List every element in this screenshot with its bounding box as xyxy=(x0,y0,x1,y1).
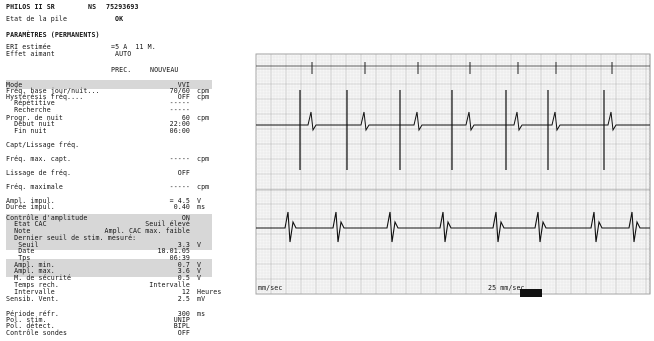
ecg-speed-right: 25 mm/sec xyxy=(488,284,525,292)
param-value: 3.6 xyxy=(177,267,190,275)
param-value: 06:39 xyxy=(169,254,190,262)
param-label: Seuil xyxy=(6,241,39,249)
param-value: 60 xyxy=(181,114,190,122)
param-label: Fréq. maximale xyxy=(6,183,63,191)
param-label: Contrôle sondes xyxy=(6,329,68,337)
param-label: Ampl. impul. xyxy=(6,197,55,205)
param-label: Sensib. Vent. xyxy=(6,295,59,303)
param-label: Fin nuit xyxy=(6,127,47,135)
param-label: Ampl. min. xyxy=(6,261,55,269)
param-label: Durée impul. xyxy=(6,203,55,211)
device-name: PHILOS II SR xyxy=(6,3,55,11)
battery-label: Etat de la pile xyxy=(6,15,68,23)
param-value: 18.01.05 xyxy=(157,247,190,255)
param-label: Pol. détect. xyxy=(6,322,55,330)
param-value: 3.3 xyxy=(177,241,190,249)
param-label: Hystérésis fréq.... xyxy=(6,93,84,101)
param-value: 06:00 xyxy=(169,127,190,135)
param-label: Progr. de nuit xyxy=(6,114,63,122)
ns-label: NS xyxy=(88,3,97,11)
param-unit: mV xyxy=(197,295,206,303)
param-value: 12 xyxy=(181,288,190,296)
param-value: UNIP xyxy=(173,316,190,324)
param-value: ----- xyxy=(169,183,190,191)
param-value: ----- xyxy=(169,155,190,163)
param-value: 0.5 xyxy=(177,274,190,282)
ecg-speed-left: mm/sec xyxy=(258,284,283,292)
param-unit: Heures xyxy=(197,288,222,296)
param-value: 22:00 xyxy=(169,120,190,128)
param-label: Tps xyxy=(6,254,31,262)
param-label: Répétitive xyxy=(6,99,55,107)
param-value: Seuil élevé xyxy=(145,220,190,228)
section-title: PARAMÈTRES (PERMANENTS) xyxy=(6,31,100,39)
param-label: Pol. stim. xyxy=(6,316,47,324)
param-unit: cpm xyxy=(197,114,210,122)
param-label: Contrôle d'amplitude xyxy=(6,214,88,222)
battery-value: OK xyxy=(115,15,124,23)
param-label: Note xyxy=(6,227,31,235)
param-unit: V xyxy=(197,274,202,282)
param-value: 0.40 xyxy=(173,203,190,211)
param-value: OFF xyxy=(177,329,190,337)
param-value: ----- xyxy=(169,106,190,114)
param-unit: cpm xyxy=(197,93,210,101)
param-unit: V xyxy=(197,197,202,205)
param-unit: ms xyxy=(197,203,206,211)
param-unit: V xyxy=(197,261,202,269)
param-unit: cpm xyxy=(197,183,210,191)
param-value: ----- xyxy=(169,99,190,107)
param-label: M. de sécurité xyxy=(6,274,72,282)
param-unit: cpm xyxy=(197,155,210,163)
param-value: Ampl. CAC max. faible xyxy=(104,227,190,235)
param-label: Intervalle xyxy=(6,288,55,296)
param-label: Temps rech. xyxy=(6,281,59,289)
param-value: 2.5 xyxy=(177,295,190,303)
capt-title: Capt/Lissage fréq. xyxy=(6,141,80,149)
magnet-value: AUTO xyxy=(115,50,132,58)
magnet-label: Effet aimant xyxy=(6,50,55,58)
param-unit: V xyxy=(197,267,202,275)
param-label: Fréq. base jour/nuit... xyxy=(6,87,100,95)
param-value: OFF xyxy=(177,93,190,101)
param-label: Lissage de fréq. xyxy=(6,169,72,177)
eri-value: =5 A 11 M. xyxy=(111,43,156,51)
param-unit: ms xyxy=(197,310,206,318)
param-label: Dernier seuil de stim. mesuré: xyxy=(6,234,137,242)
param-label: Ampl. max. xyxy=(6,267,55,275)
param-label: Fréq. max. capt. xyxy=(6,155,72,163)
param-value: = 4.5 xyxy=(169,197,190,205)
ns-value: 75293693 xyxy=(106,3,139,11)
param-value: Intervalle xyxy=(149,281,190,289)
param-label: Début nuit xyxy=(6,120,55,128)
eri-label: ERI estimée xyxy=(6,43,51,51)
param-label: Etat CAC xyxy=(6,220,47,228)
param-label: Date xyxy=(6,247,35,255)
param-unit: V xyxy=(197,241,202,249)
param-unit: cpm xyxy=(197,87,210,95)
param-value: 0.7 xyxy=(177,261,190,269)
param-value: VVI xyxy=(177,81,190,89)
param-value: OFF xyxy=(177,169,190,177)
param-label: Recherche xyxy=(6,106,51,114)
param-value: ON xyxy=(181,214,190,222)
param-value: 300 xyxy=(177,310,190,318)
column-new: NOUVEAU xyxy=(150,66,179,74)
param-value: BIPL xyxy=(173,322,190,330)
param-label: Période réfr. xyxy=(6,310,59,318)
column-prev: PREC. xyxy=(111,66,132,74)
param-value: 70/60 xyxy=(169,87,190,95)
param-label: Mode xyxy=(6,81,23,89)
